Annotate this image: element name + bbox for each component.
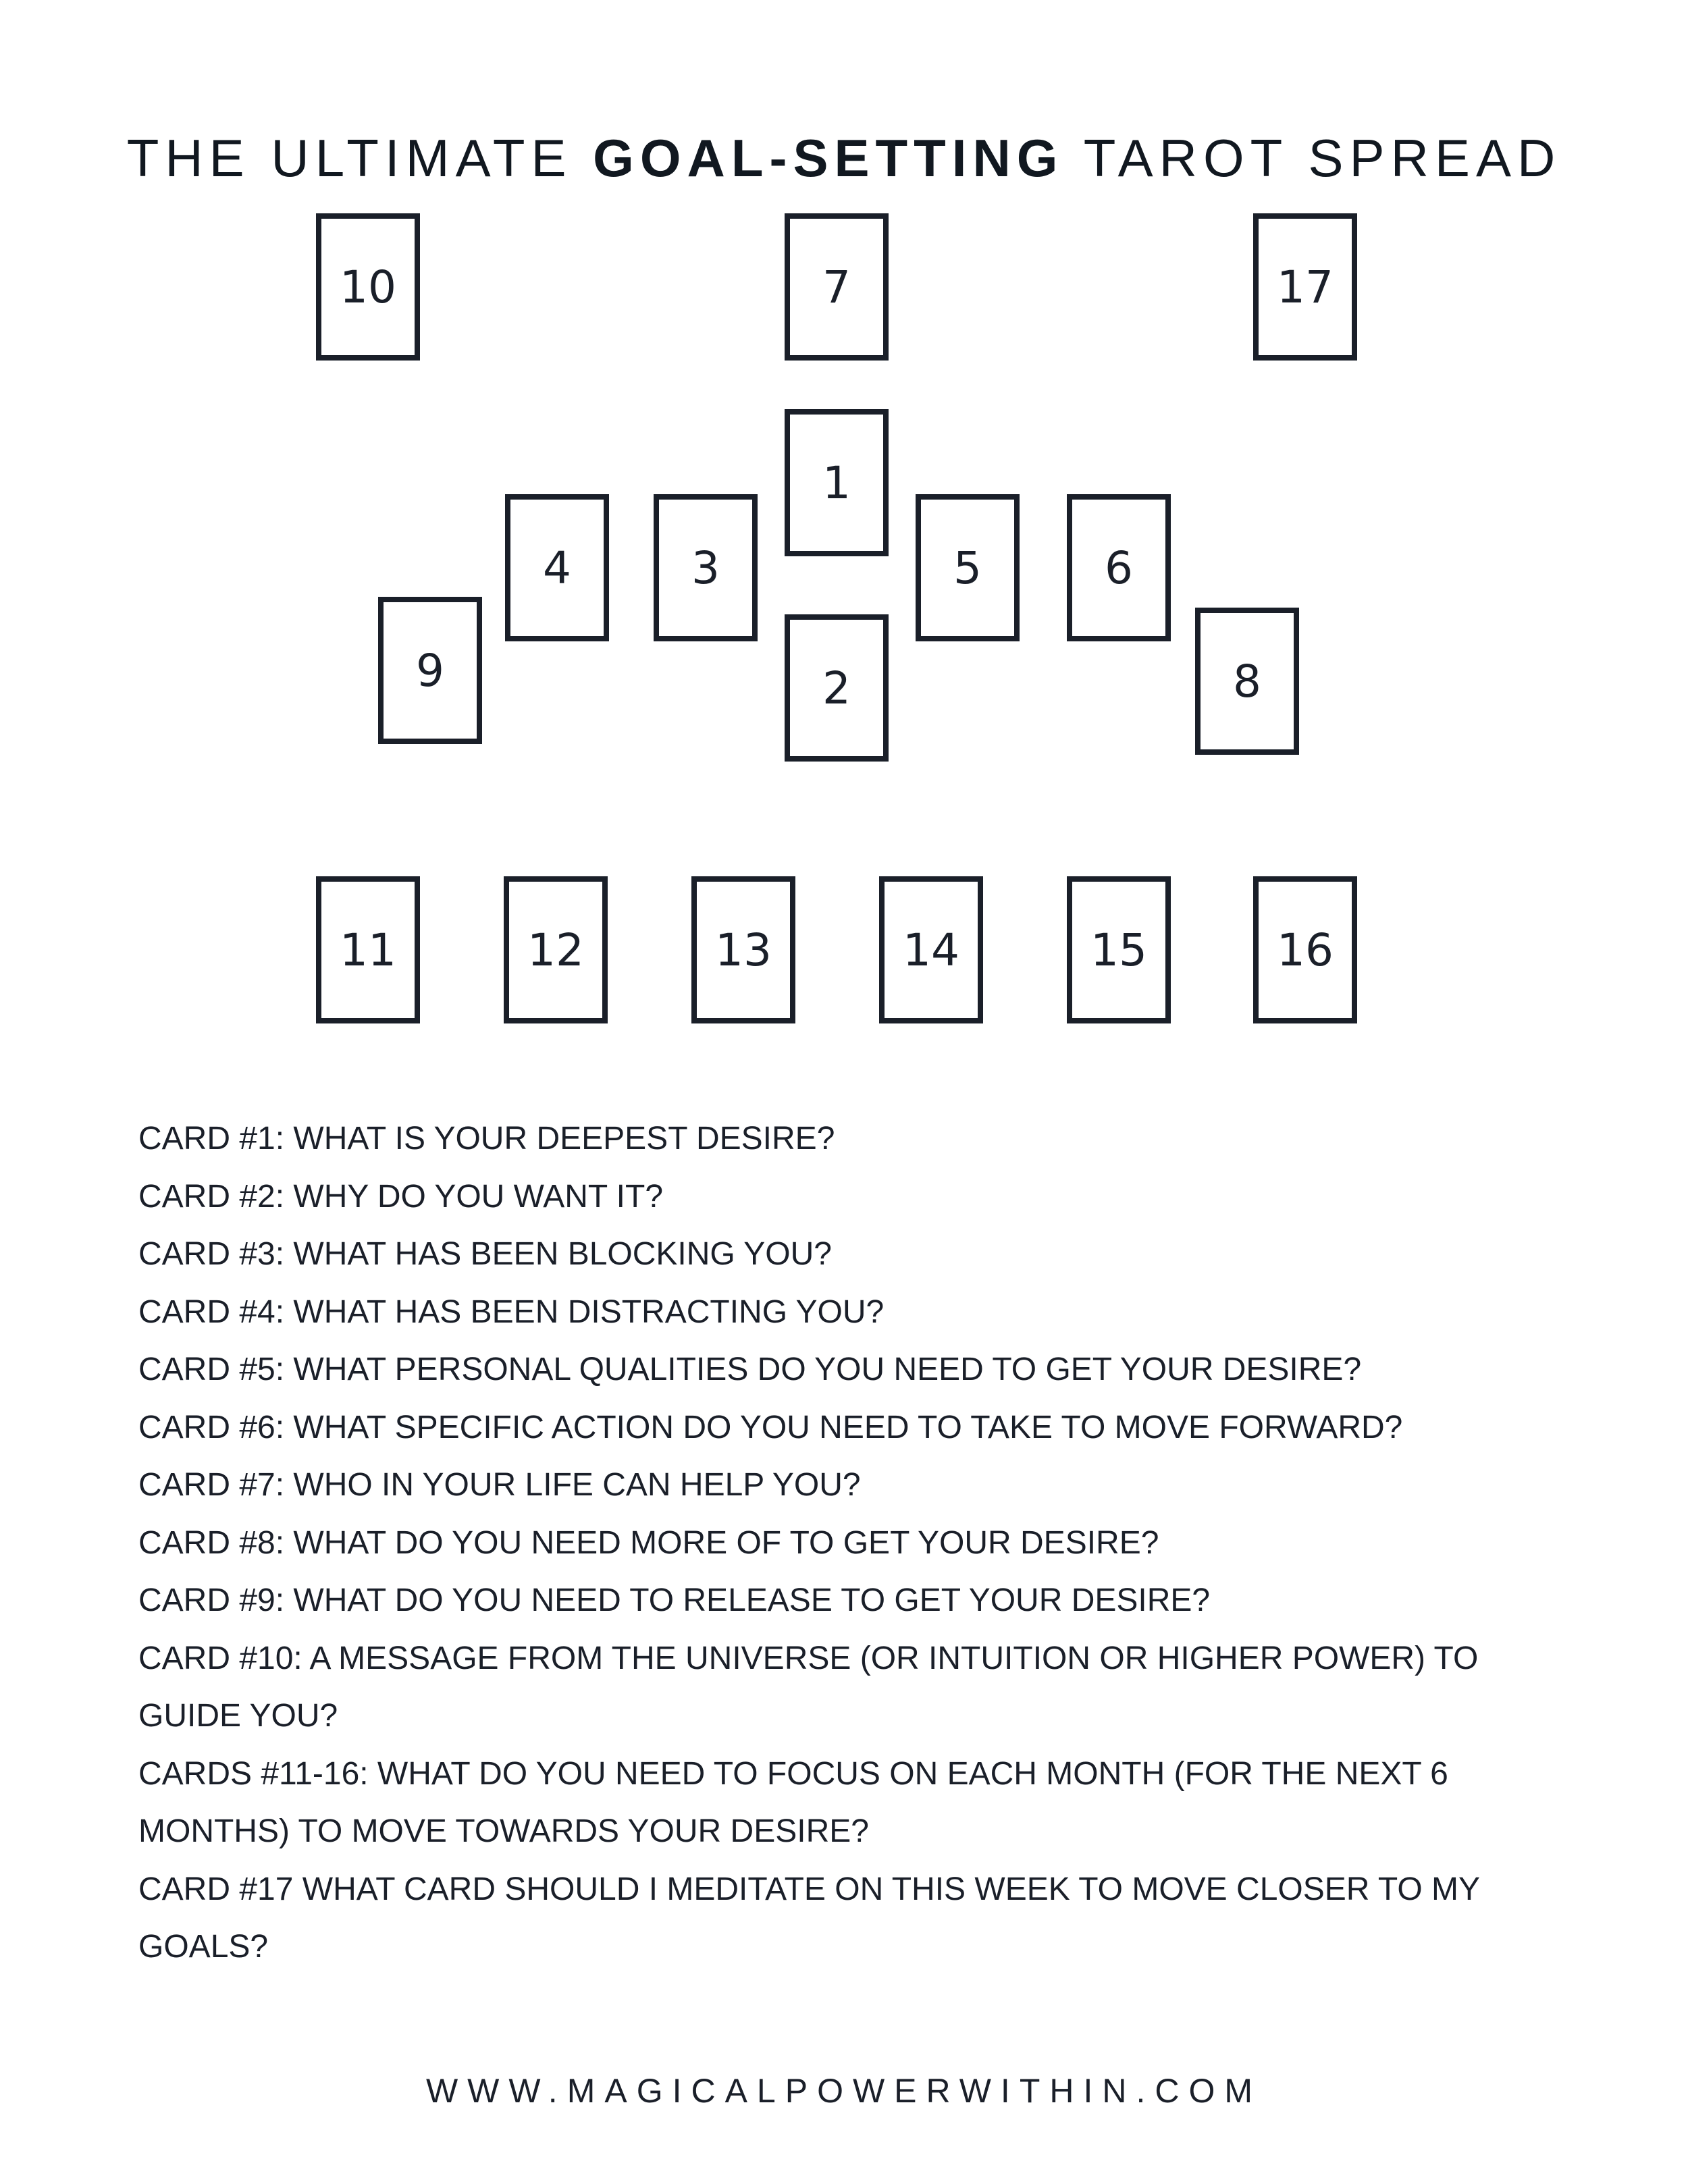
card-number: 12 [527,924,584,976]
card-number: 17 [1277,261,1334,313]
card-question-3: CARD #3: WHAT HAS BEEN BLOCKING YOU? [138,1236,832,1272]
card-slot-1 [785,409,889,556]
title-prefix: THE ULTIMATE [126,128,594,188]
card-slot-3 [654,494,758,641]
card-slot-6 [1067,494,1171,641]
card-question-11-16: CARDS #11-16: WHAT DO YOU NEED TO FOCUS ON EACH MONTH (FOR THE NEXT 6 MONTHS) TO MOVE TOWARDS YOUR DESIRE? [138,1755,1448,1849]
card-number: 13 [715,924,772,976]
card-slot-17 [1253,213,1357,361]
card-slot-14 [879,876,983,1023]
tarot-spread-layout [0,0,1688,1053]
card-question-17: CARD #17 WHAT CARD SHOULD I MEDITATE ON THIS WEEK TO MOVE CLOSER TO MY GOALS? [138,1871,1480,1965]
card-slot-16 [1253,876,1357,1023]
card-number: 2 [822,662,851,714]
card-number: 7 [822,261,851,313]
card-number: 10 [340,261,396,313]
card-question-5: CARD #5: WHAT PERSONAL QUALITIES DO YOU NEED TO GET YOUR DESIRE? [138,1352,1362,1387]
card-number: 6 [1105,541,1133,594]
website-footer: WWW.MAGICALPOWERWITHIN.COM [425,2072,1263,2110]
title-bold: GOAL-SETTING [593,128,1064,188]
card-question-10: CARD #10: A MESSAGE FROM THE UNIVERSE (OR INTUITION OR HIGHER POWER) TO GUIDE YOU? [138,1640,1479,1734]
card-slot-9 [378,597,482,744]
card-number: 15 [1090,924,1147,976]
card-slot-4 [505,494,609,641]
card-slot-12 [504,876,608,1023]
card-slot-11 [316,876,420,1023]
card-question-list [138,1110,1570,1976]
title-suffix: TAROT SPREAD [1063,128,1562,188]
card-number: 8 [1233,655,1261,708]
card-slot-2 [785,614,889,762]
card-number: 3 [691,541,720,594]
card-slot-5 [916,494,1020,641]
card-slot-13 [691,876,795,1023]
card-number: 14 [903,924,959,976]
card-question-4: CARD #4: WHAT HAS BEEN DISTRACTING YOU? [138,1294,885,1330]
card-slot-7 [785,213,889,361]
card-number: 4 [543,541,571,594]
card-slot-8 [1195,608,1299,755]
card-question-1: CARD #1: WHAT IS YOUR DEEPEST DESIRE? [138,1121,835,1156]
card-number: 11 [340,924,396,976]
card-question-9: CARD #9: WHAT DO YOU NEED TO RELEASE TO GET YOUR DESIRE? [138,1582,1211,1618]
card-number: 1 [822,456,851,509]
card-question-6: CARD #6: WHAT SPECIFIC ACTION DO YOU NEED TO TAKE TO MOVE FORWARD? [138,1409,1403,1445]
card-question-8: CARD #8: WHAT DO YOU NEED MORE OF TO GET YOUR DESIRE? [138,1524,1159,1561]
card-number: 9 [416,644,444,697]
card-slot-10 [316,213,420,361]
card-number: 5 [953,541,982,594]
card-number: 16 [1277,924,1334,976]
card-question-7: CARD #7: WHO IN YOUR LIFE CAN HELP YOU? [138,1467,861,1503]
card-question-2: CARD #2: WHY DO YOU WANT IT? [138,1178,664,1215]
card-slot-15 [1067,876,1171,1023]
